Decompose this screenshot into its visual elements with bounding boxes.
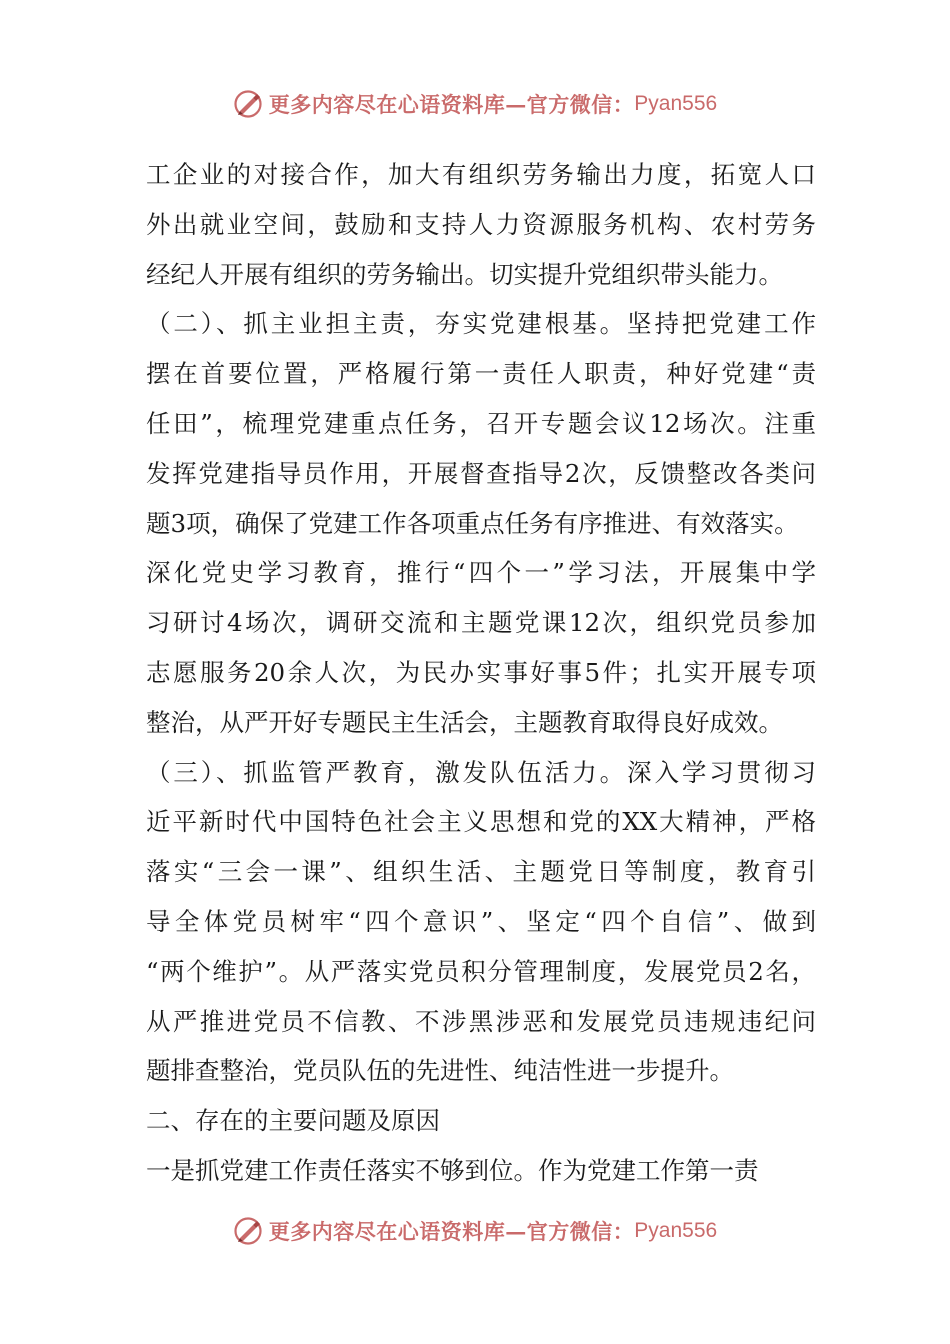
document-body	[146, 150, 816, 1196]
watermark-wechat-id: Pyan556	[634, 1219, 718, 1242]
text-line: 导全体党员树牢“四个意识”、坚定“四个自信”、做到	[146, 906, 816, 936]
text-line: （二）、抓主业担主责，夯实党建根基。坚持把党建工作	[146, 309, 816, 339]
watermark-text: 更多内容尽在心语资料库—官方微信：	[268, 92, 635, 117]
text-line: 从严推进党员不信教、不涉黑涉恶和发展党员违规违纪问	[146, 1006, 816, 1036]
text-line: 外出就业空间，鼓励和支持人力资源服务机构、农村劳务	[146, 209, 816, 239]
text-line: 经纪人开展有组织的劳务输出。切实提升党组织带头能力。	[146, 259, 783, 289]
text-line: 深化党史学习教育，推行“四个一”学习法，开展集中学	[146, 558, 816, 588]
pen-logo-icon	[233, 89, 263, 119]
footer-watermark	[0, 1211, 950, 1251]
text-line: （三）、抓监管严教育，激发队伍活力。深入学习贯彻习	[146, 757, 816, 787]
pen-logo-icon	[233, 1216, 263, 1246]
text-line: 习研讨4场次，调研交流和主题党课12次，组织党员参加	[146, 608, 816, 638]
header-watermark	[0, 84, 950, 124]
text-line: 近平新时代中国特色社会主义思想和党的XX大精神，严格	[146, 807, 816, 837]
text-line: 二、存在的主要问题及原因	[146, 1106, 440, 1136]
text-line: 摆在首要位置，严格履行第一责任人职责，种好党建“责	[146, 359, 816, 389]
text-line: “两个维护”。从严落实党员积分管理制度，发展党员2名，	[146, 956, 816, 986]
text-line: 题排查整治，党员队伍的先进性、纯洁性进一步提升。	[146, 1056, 734, 1086]
text-line: 落实“三会一课”、组织生活、主题党日等制度，教育引	[146, 857, 816, 887]
text-line: 整治，从严开好专题民主生活会，主题教育取得良好成效。	[146, 707, 783, 737]
watermark-text: 更多内容尽在心语资料库—官方微信：	[268, 1219, 635, 1244]
text-line: 志愿服务20余人次，为民办实事好事5件；扎实开展专项	[146, 657, 816, 687]
text-line: 一是抓党建工作责任落实不够到位。作为党建工作第一责	[146, 1155, 759, 1185]
text-line: 任田”，梳理党建重点任务，召开专题会议12场次。注重	[146, 408, 816, 438]
watermark-wechat-id: Pyan556	[634, 92, 718, 115]
text-line: 工企业的对接合作，加大有组织劳务输出力度，拓宽人口	[146, 160, 816, 189]
text-line: 发挥党建指导员作用，开展督查指导2次，反馈整改各类问	[146, 458, 816, 488]
text-line: 题3项，确保了党建工作各项重点任务有序推进、有效落实。	[146, 508, 799, 538]
